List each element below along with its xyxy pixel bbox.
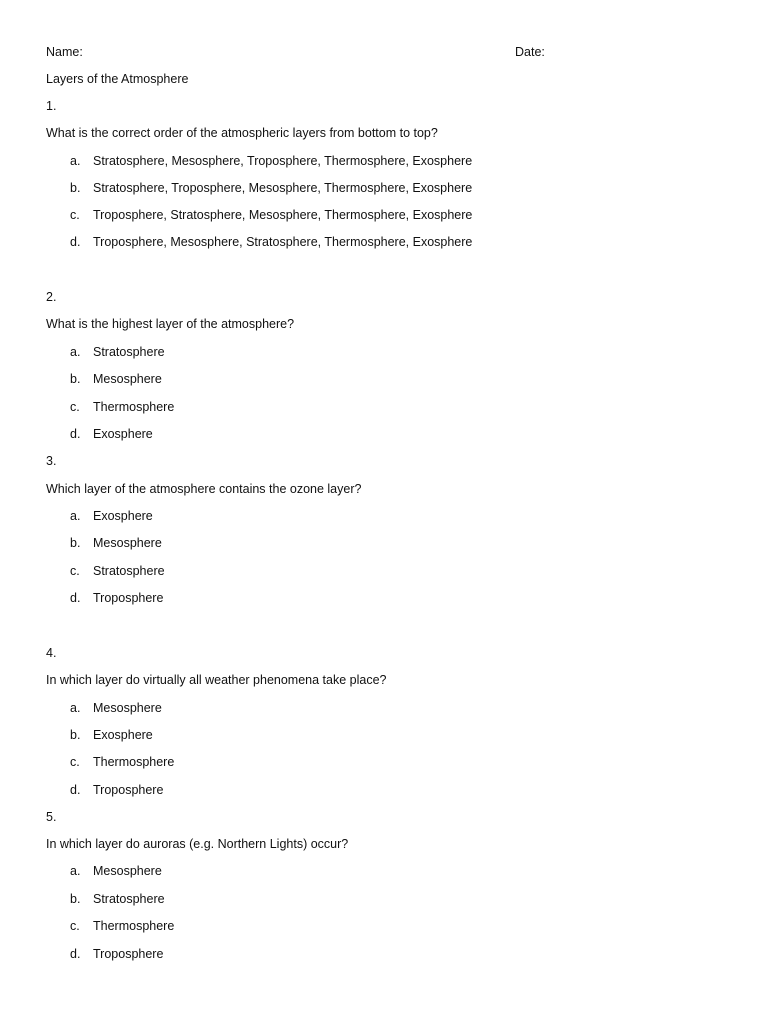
option-text: Exosphere <box>93 427 153 441</box>
option-letter: b. <box>70 181 81 195</box>
option-text: Stratosphere, Troposphere, Mesosphere, Thermosphere, Exosphere <box>93 181 473 195</box>
option-text: Stratosphere <box>93 892 165 906</box>
option-text: Mesosphere <box>93 701 162 715</box>
option-letter: c. <box>70 919 80 933</box>
option-text: Troposphere <box>93 947 164 961</box>
question-number: 3. <box>46 454 57 468</box>
option-text: Stratosphere <box>93 345 165 359</box>
option-letter: b. <box>70 536 81 550</box>
question-number: 2. <box>46 290 57 304</box>
question-number: 1. <box>46 99 57 113</box>
date-label: Date: <box>515 45 545 59</box>
option-letter: a. <box>70 154 81 168</box>
option-letter: b. <box>70 728 81 742</box>
question-prompt: In which layer do auroras (e.g. Northern Lights) occur? <box>46 837 349 851</box>
option-text: Thermosphere <box>93 755 175 769</box>
option-letter: a. <box>70 701 81 715</box>
question-prompt: Which layer of the atmosphere contains the ozone layer? <box>46 482 362 496</box>
option-text: Mesosphere <box>93 864 162 878</box>
option-letter: d. <box>70 783 81 797</box>
option-letter: b. <box>70 372 81 386</box>
option-text: Troposphere <box>93 783 164 797</box>
question-prompt: What is the correct order of the atmospheric layers from bottom to top? <box>46 126 438 140</box>
option-letter: b. <box>70 892 81 906</box>
option-letter: c. <box>70 400 80 414</box>
option-letter: d. <box>70 427 81 441</box>
option-letter: c. <box>70 755 80 769</box>
option-letter: a. <box>70 864 81 878</box>
worksheet-title: Layers of the Atmosphere <box>46 72 189 86</box>
option-text: Stratosphere, Mesosphere, Troposphere, Thermosphere, Exosphere <box>93 154 473 168</box>
option-letter: c. <box>70 208 80 222</box>
option-text: Exosphere <box>93 728 153 742</box>
option-letter: d. <box>70 947 81 961</box>
question-prompt: What is the highest layer of the atmosphere? <box>46 317 295 331</box>
option-letter: d. <box>70 235 81 249</box>
option-text: Thermosphere <box>93 400 175 414</box>
question-number: 5. <box>46 810 57 824</box>
option-letter: c. <box>70 564 80 578</box>
option-letter: a. <box>70 345 81 359</box>
option-text: Exosphere <box>93 509 153 523</box>
option-letter: d. <box>70 591 81 605</box>
name-label: Name: <box>46 45 83 59</box>
option-letter: a. <box>70 509 81 523</box>
question-prompt: In which layer do virtually all weather phenomena take place? <box>46 673 387 687</box>
option-text: Mesosphere <box>93 536 162 550</box>
option-text: Troposphere <box>93 591 164 605</box>
option-text: Thermosphere <box>93 919 175 933</box>
option-text: Stratosphere <box>93 564 165 578</box>
option-text: Troposphere, Mesosphere, Stratosphere, Thermosphere, Exosphere <box>93 235 473 249</box>
option-text: Troposphere, Stratosphere, Mesosphere, Thermosphere, Exosphere <box>93 208 473 222</box>
option-text: Mesosphere <box>93 372 162 386</box>
question-number: 4. <box>46 646 57 660</box>
